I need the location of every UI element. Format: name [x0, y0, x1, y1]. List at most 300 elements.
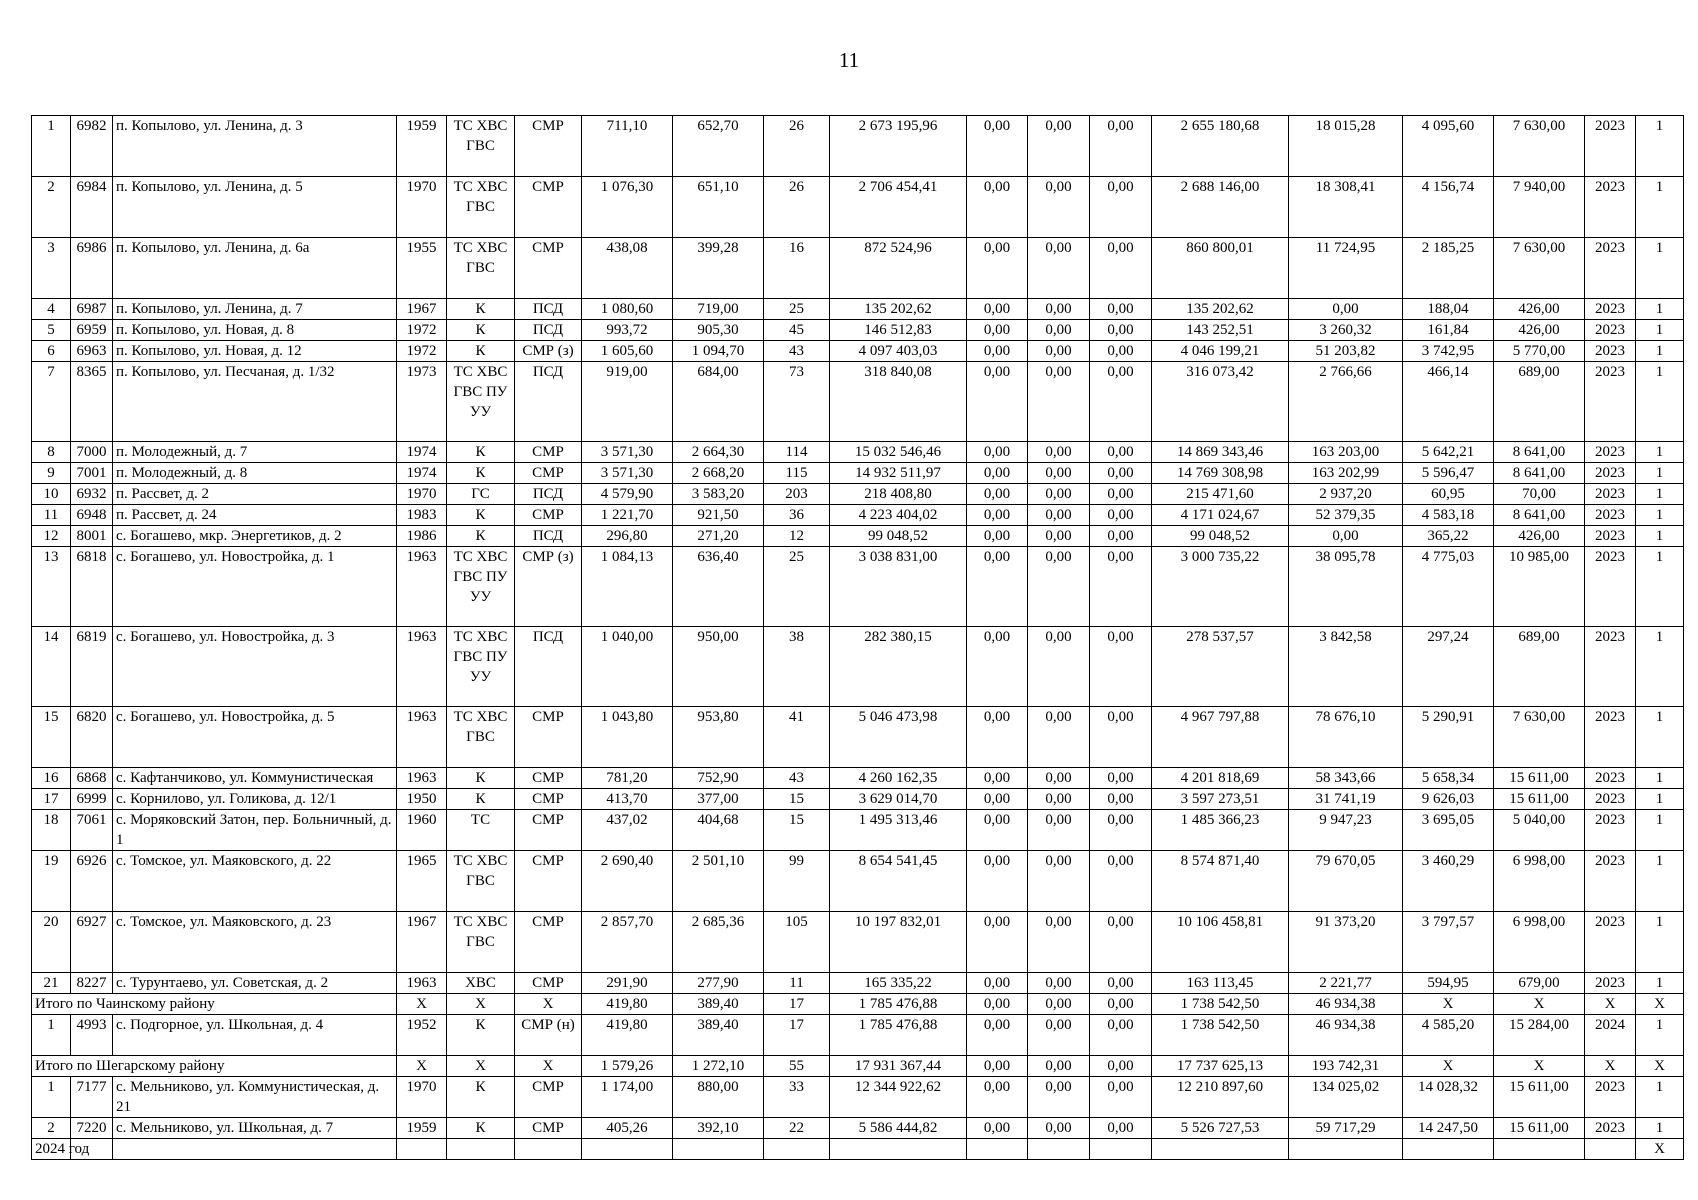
cell-method: 1 — [1636, 547, 1684, 627]
cell-method: 1 — [1636, 810, 1684, 851]
cell-year-built: 1959 — [397, 116, 447, 177]
cell-total-area: 296,80 — [582, 526, 673, 547]
cell-budget-regional: 0,00 — [1090, 810, 1152, 851]
cell-residents: 203 — [764, 484, 830, 505]
cell-work-types: ТС ХВС ГВС — [447, 238, 515, 299]
cell-owners-funds: 163 202,99 — [1289, 463, 1403, 484]
cell-budget-local: 2 655 180,68 — [1152, 116, 1289, 177]
cell-fund-cost: 0,00 — [967, 177, 1028, 238]
cell-living-area: 880,00 — [673, 1077, 764, 1118]
cell-max-unit-cost: 15 284,00 — [1494, 1015, 1585, 1056]
cell-unit-cost: 3 797,57 — [1403, 912, 1494, 973]
cell-total-cost: 14 932 511,97 — [830, 463, 967, 484]
cell-budget-federal: 0,00 — [1028, 547, 1090, 627]
cell-total-cost: 165 335,22 — [830, 973, 967, 994]
cell-living-area: 752,90 — [673, 768, 764, 789]
cell-house-id: 6984 — [71, 177, 113, 238]
cell-unit-cost: 5 596,47 — [1403, 463, 1494, 484]
cell-plan-year: 2023 — [1585, 320, 1636, 341]
cell-budget-regional: 0,00 — [1090, 362, 1152, 442]
cell-budget-regional: 0,00 — [1090, 484, 1152, 505]
cell-residents: 45 — [764, 320, 830, 341]
cell-budget-federal: 0,00 — [1028, 912, 1090, 973]
cell-total-area: 4 579,90 — [582, 484, 673, 505]
cell-budget-federal: 0,00 — [1028, 973, 1090, 994]
cell-plan-year: 2023 — [1585, 177, 1636, 238]
cell-plan-year: 2023 — [1585, 768, 1636, 789]
cell-budget-regional: 0,00 — [1090, 768, 1152, 789]
cell-plan-year: 2023 — [1585, 484, 1636, 505]
cell-house-id: 7220 — [71, 1118, 113, 1139]
cell-method: 1 — [1636, 484, 1684, 505]
cell-owners-funds: 0,00 — [1289, 526, 1403, 547]
cell-work-stage: СМР — [515, 810, 582, 851]
cell-unit-cost: 4 156,74 — [1403, 177, 1494, 238]
cell-method: 1 — [1636, 768, 1684, 789]
cell-method: X — [1636, 1139, 1684, 1160]
cell-work-types: К — [447, 299, 515, 320]
cell-method: 1 — [1636, 973, 1684, 994]
cell-work-types: К — [447, 341, 515, 362]
cell-living-area: 3 583,20 — [673, 484, 764, 505]
cell-max-unit-cost: 7 630,00 — [1494, 707, 1585, 768]
cell-owners-funds: 163 203,00 — [1289, 442, 1403, 463]
cell-method: 1 — [1636, 442, 1684, 463]
cell-row-number: 10 — [32, 484, 71, 505]
cell-total-area: 1 080,60 — [582, 299, 673, 320]
cell-budget-local: 278 537,57 — [1152, 627, 1289, 707]
cell-total-cost — [830, 1139, 967, 1160]
cell-total-area — [582, 1139, 673, 1160]
cell-house-id: 6999 — [71, 789, 113, 810]
cell-address: с. Томское, ул. Маяковского, д. 23 — [113, 912, 397, 973]
cell-house-id: 6820 — [71, 707, 113, 768]
cell-budget-local: 1 738 542,50 — [1152, 994, 1289, 1015]
cell-work-types: ТС ХВС ГВС ПУ УУ — [447, 627, 515, 707]
cell-budget-federal: 0,00 — [1028, 1077, 1090, 1118]
cell-max-unit-cost: 15 611,00 — [1494, 1077, 1585, 1118]
cell-budget-federal — [1028, 1139, 1090, 1160]
cell-budget-federal: 0,00 — [1028, 463, 1090, 484]
cell-living-area: 2 668,20 — [673, 463, 764, 484]
table-row — [32, 547, 1684, 627]
year-label: 2024 год — [32, 1139, 71, 1160]
table-row — [32, 768, 1684, 789]
table-row — [32, 707, 1684, 768]
cell-work-stage: СМР — [515, 1077, 582, 1118]
cell-budget-local: 2 688 146,00 — [1152, 177, 1289, 238]
cell-house-id: 6986 — [71, 238, 113, 299]
total-label: Итого по Чаинскому району — [32, 994, 397, 1015]
cell-fund-cost: 0,00 — [967, 1015, 1028, 1056]
cell-row-number: 9 — [32, 463, 71, 484]
cell-budget-federal: 0,00 — [1028, 526, 1090, 547]
cell-budget-local: 4 201 818,69 — [1152, 768, 1289, 789]
cell-house-id: 6959 — [71, 320, 113, 341]
cell-address: п. Копылово, ул. Ленина, д. 6а — [113, 238, 397, 299]
cell-budget-federal: 0,00 — [1028, 177, 1090, 238]
cell-budget-regional: 0,00 — [1090, 177, 1152, 238]
cell-work-stage: СМР — [515, 442, 582, 463]
cell-fund-cost: 0,00 — [967, 973, 1028, 994]
cell-budget-regional: 0,00 — [1090, 994, 1152, 1015]
cell-living-area: 652,70 — [673, 116, 764, 177]
cell-budget-local: 143 252,51 — [1152, 320, 1289, 341]
cell-owners-funds: 11 724,95 — [1289, 238, 1403, 299]
cell-budget-regional: 0,00 — [1090, 116, 1152, 177]
cell-plan-year: 2023 — [1585, 442, 1636, 463]
table-row — [32, 912, 1684, 973]
cell-total-cost: 135 202,62 — [830, 299, 967, 320]
cell-unit-cost: 466,14 — [1403, 362, 1494, 442]
cell-budget-regional — [1090, 1139, 1152, 1160]
cell-house-id: 6926 — [71, 851, 113, 912]
cell-owners-funds: 46 934,38 — [1289, 1015, 1403, 1056]
cell-house-id: 8001 — [71, 526, 113, 547]
cell-row-number: 8 — [32, 442, 71, 463]
cell-total-area: 2 690,40 — [582, 851, 673, 912]
cell-plan-year: 2023 — [1585, 1118, 1636, 1139]
cell-budget-local: 860 800,01 — [1152, 238, 1289, 299]
cell-residents: 114 — [764, 442, 830, 463]
cell-budget-regional: 0,00 — [1090, 505, 1152, 526]
cell-row-number: 5 — [32, 320, 71, 341]
cell-max-unit-cost: 679,00 — [1494, 973, 1585, 994]
cell-living-area: 950,00 — [673, 627, 764, 707]
cell-address: п. Рассвет, д. 2 — [113, 484, 397, 505]
cell-address: с. Богашево, ул. Новостройка, д. 5 — [113, 707, 397, 768]
cell-budget-federal: 0,00 — [1028, 299, 1090, 320]
cell-budget-local: 1 738 542,50 — [1152, 1015, 1289, 1056]
cell-fund-cost: 0,00 — [967, 547, 1028, 627]
cell-year-built: 1963 — [397, 973, 447, 994]
cell-owners-funds: 78 676,10 — [1289, 707, 1403, 768]
cell-unit-cost: 161,84 — [1403, 320, 1494, 341]
cell-unit-cost: X — [1403, 1056, 1494, 1077]
cell-budget-federal: 0,00 — [1028, 1118, 1090, 1139]
cell-method: X — [1636, 1056, 1684, 1077]
cell-plan-year: 2023 — [1585, 851, 1636, 912]
cell-plan-year: X — [1585, 1056, 1636, 1077]
cell-year-built: 1986 — [397, 526, 447, 547]
cell-plan-year: 2023 — [1585, 707, 1636, 768]
cell-row-number: 3 — [32, 238, 71, 299]
cell-unit-cost: 4 583,18 — [1403, 505, 1494, 526]
cell-max-unit-cost: 6 998,00 — [1494, 912, 1585, 973]
cell-owners-funds: 46 934,38 — [1289, 994, 1403, 1015]
cell-plan-year: 2023 — [1585, 627, 1636, 707]
cell-unit-cost: 188,04 — [1403, 299, 1494, 320]
cell-total-cost: 12 344 922,62 — [830, 1077, 967, 1118]
cell-fund-cost: 0,00 — [967, 627, 1028, 707]
cell-owners-funds: 31 741,19 — [1289, 789, 1403, 810]
cell-work-stage: ПСД — [515, 362, 582, 442]
cell-year-built: 1965 — [397, 851, 447, 912]
cell-total-area: 405,26 — [582, 1118, 673, 1139]
cell-budget-federal: 0,00 — [1028, 768, 1090, 789]
cell-work-types — [447, 1139, 515, 1160]
cell-budget-federal: 0,00 — [1028, 116, 1090, 177]
cell-budget-federal: 0,00 — [1028, 789, 1090, 810]
cell-budget-local: 4 046 199,21 — [1152, 341, 1289, 362]
cell-work-types: ХВС — [447, 973, 515, 994]
cell-year-built: X — [397, 994, 447, 1015]
cell-plan-year: 2023 — [1585, 238, 1636, 299]
cell-fund-cost: 0,00 — [967, 526, 1028, 547]
cell-budget-federal: 0,00 — [1028, 320, 1090, 341]
cell-budget-local: 1 485 366,23 — [1152, 810, 1289, 851]
cell-budget-federal: 0,00 — [1028, 810, 1090, 851]
cell-max-unit-cost: 15 611,00 — [1494, 789, 1585, 810]
cell-plan-year: 2023 — [1585, 362, 1636, 442]
cell-living-area: 684,00 — [673, 362, 764, 442]
cell-plan-year: 2023 — [1585, 912, 1636, 973]
cell-owners-funds: 134 025,02 — [1289, 1077, 1403, 1118]
cell-work-stage: СМР — [515, 973, 582, 994]
cell-row-number: 2 — [32, 1118, 71, 1139]
year-row — [32, 1139, 1684, 1160]
cell-year-built: 1970 — [397, 177, 447, 238]
cell-owners-funds: 91 373,20 — [1289, 912, 1403, 973]
page-number: 11 — [838, 48, 860, 72]
cell-address: п. Рассвет, д. 24 — [113, 505, 397, 526]
cell-owners-funds: 0,00 — [1289, 299, 1403, 320]
cell-work-stage: СМР — [515, 912, 582, 973]
cell-max-unit-cost: 426,00 — [1494, 526, 1585, 547]
cell-row-number: 15 — [32, 707, 71, 768]
cell-residents: 12 — [764, 526, 830, 547]
cell-year-built: 1970 — [397, 484, 447, 505]
cell-max-unit-cost: 15 611,00 — [1494, 768, 1585, 789]
cell-budget-regional: 0,00 — [1090, 1118, 1152, 1139]
cell-house-id: 6819 — [71, 627, 113, 707]
cell-method: 1 — [1636, 320, 1684, 341]
cell-budget-regional: 0,00 — [1090, 912, 1152, 973]
cell-total-cost: 1 495 313,46 — [830, 810, 967, 851]
cell-fund-cost: 0,00 — [967, 299, 1028, 320]
cell-address: п. Молодежный, д. 7 — [113, 442, 397, 463]
table-row — [32, 238, 1684, 299]
cell-residents: 43 — [764, 341, 830, 362]
cell-fund-cost: 0,00 — [967, 238, 1028, 299]
cell-year-built: 1967 — [397, 299, 447, 320]
cell-total-area: 1 221,70 — [582, 505, 673, 526]
cell-fund-cost: 0,00 — [967, 320, 1028, 341]
cell-unit-cost — [1403, 1139, 1494, 1160]
cell-max-unit-cost: 7 630,00 — [1494, 116, 1585, 177]
cell-fund-cost: 0,00 — [967, 707, 1028, 768]
cell-max-unit-cost: 5 040,00 — [1494, 810, 1585, 851]
cell-living-area: 2 501,10 — [673, 851, 764, 912]
cell-total-cost: 2 673 195,96 — [830, 116, 967, 177]
cell-method: 1 — [1636, 341, 1684, 362]
cell-address: с. Подгорное, ул. Школьная, д. 4 — [113, 1015, 397, 1056]
cell-row-number: 7 — [32, 362, 71, 442]
cell-total-cost: 4 223 404,02 — [830, 505, 967, 526]
cell-total-cost: 4 260 162,35 — [830, 768, 967, 789]
cell-work-stage: СМР (з) — [515, 341, 582, 362]
cell-work-stage: ПСД — [515, 299, 582, 320]
cell-work-types: ТС ХВС ГВС — [447, 707, 515, 768]
cell-owners-funds: 2 766,66 — [1289, 362, 1403, 442]
cell-total-cost: 10 197 832,01 — [830, 912, 967, 973]
cell-row-number: 6 — [32, 341, 71, 362]
cell-fund-cost: 0,00 — [967, 1056, 1028, 1077]
cell-unit-cost: 594,95 — [1403, 973, 1494, 994]
total-label: Итого по Шегарскому району — [32, 1056, 397, 1077]
cell-unit-cost: X — [1403, 994, 1494, 1015]
cell-max-unit-cost: 426,00 — [1494, 299, 1585, 320]
cell-method: 1 — [1636, 707, 1684, 768]
cell-budget-regional: 0,00 — [1090, 526, 1152, 547]
cell-year-built: 1967 — [397, 912, 447, 973]
cell-address: с. Мельниково, ул. Школьная, д. 7 — [113, 1118, 397, 1139]
cell-address: с. Томское, ул. Маяковского, д. 22 — [113, 851, 397, 912]
cell-plan-year: X — [1585, 994, 1636, 1015]
cell-budget-local: 3 597 273,51 — [1152, 789, 1289, 810]
cell-work-stage: СМР — [515, 707, 582, 768]
cell-plan-year: 2023 — [1585, 505, 1636, 526]
cell-owners-funds: 18 308,41 — [1289, 177, 1403, 238]
cell-residents: 15 — [764, 789, 830, 810]
cell-work-types: X — [447, 1056, 515, 1077]
cell-unit-cost: 3 460,29 — [1403, 851, 1494, 912]
cell-house-id: 6963 — [71, 341, 113, 362]
cell-budget-federal: 0,00 — [1028, 442, 1090, 463]
cell-work-stage: СМР — [515, 789, 582, 810]
cell-total-cost: 3 629 014,70 — [830, 789, 967, 810]
cell-work-stage: СМР — [515, 851, 582, 912]
cell-fund-cost: 0,00 — [967, 1118, 1028, 1139]
cell-max-unit-cost: 426,00 — [1494, 320, 1585, 341]
cell-owners-funds — [1289, 1139, 1403, 1160]
cell-residents: 36 — [764, 505, 830, 526]
cell-method: X — [1636, 994, 1684, 1015]
cell-budget-local: 4 967 797,88 — [1152, 707, 1289, 768]
cell-work-types: ГС — [447, 484, 515, 505]
cell-work-types: К — [447, 789, 515, 810]
cell-address: с. Моряковский Затон, пер. Больничный, д. 1 — [113, 810, 397, 851]
cell-total-area: 1 174,00 — [582, 1077, 673, 1118]
cell-unit-cost: 5 642,21 — [1403, 442, 1494, 463]
cell-budget-local: 316 073,42 — [1152, 362, 1289, 442]
cell-fund-cost: 0,00 — [967, 442, 1028, 463]
cell-year-built: 1963 — [397, 547, 447, 627]
cell-living-area: 2 664,30 — [673, 442, 764, 463]
cell-budget-local: 10 106 458,81 — [1152, 912, 1289, 973]
cell-budget-local: 3 000 735,22 — [1152, 547, 1289, 627]
cell-work-stage: ПСД — [515, 320, 582, 341]
cell-fund-cost: 0,00 — [967, 912, 1028, 973]
cell-work-stage: СМР — [515, 1118, 582, 1139]
cell-row-number: 2 — [32, 177, 71, 238]
cell-residents: 115 — [764, 463, 830, 484]
cell-work-stage: СМР — [515, 177, 582, 238]
cell-work-stage: СМР — [515, 768, 582, 789]
cell-total-cost: 146 512,83 — [830, 320, 967, 341]
cell-budget-local: 4 171 024,67 — [1152, 505, 1289, 526]
cell-work-stage — [515, 1139, 582, 1160]
cell-total-cost: 872 524,96 — [830, 238, 967, 299]
cell-year-built: 1963 — [397, 627, 447, 707]
cell-address: п. Копылово, ул. Новая, д. 8 — [113, 320, 397, 341]
cell-residents: 16 — [764, 238, 830, 299]
cell-budget-regional: 0,00 — [1090, 299, 1152, 320]
cell-house-id: 6982 — [71, 116, 113, 177]
cell-budget-federal: 0,00 — [1028, 1056, 1090, 1077]
table-row — [32, 299, 1684, 320]
total-row — [32, 994, 1684, 1015]
cell-work-types: ТС ХВС ГВС — [447, 912, 515, 973]
cell-owners-funds: 52 379,35 — [1289, 505, 1403, 526]
cell-unit-cost: 4 775,03 — [1403, 547, 1494, 627]
cell-year-built: 1974 — [397, 463, 447, 484]
cell-year-built: X — [397, 1056, 447, 1077]
cell-year-built: 1974 — [397, 442, 447, 463]
cell-fund-cost: 0,00 — [967, 341, 1028, 362]
cell-year-built: 1983 — [397, 505, 447, 526]
cell-fund-cost: 0,00 — [967, 768, 1028, 789]
cell-plan-year: 2023 — [1585, 299, 1636, 320]
cell-total-cost: 3 038 831,00 — [830, 547, 967, 627]
cell-row-number: 1 — [32, 1077, 71, 1118]
cell-total-area: 3 571,30 — [582, 463, 673, 484]
cell-living-area: 377,00 — [673, 789, 764, 810]
table-row — [32, 1118, 1684, 1139]
cell-budget-federal: 0,00 — [1028, 707, 1090, 768]
cell-total-area: 919,00 — [582, 362, 673, 442]
cell-max-unit-cost: 8 641,00 — [1494, 463, 1585, 484]
cell-total-cost: 17 931 367,44 — [830, 1056, 967, 1077]
table-row — [32, 1015, 1684, 1056]
cell-fund-cost: 0,00 — [967, 362, 1028, 442]
cell-total-cost: 2 706 454,41 — [830, 177, 967, 238]
cell-year-built: 1952 — [397, 1015, 447, 1056]
cell-unit-cost: 297,24 — [1403, 627, 1494, 707]
cell-method: 1 — [1636, 789, 1684, 810]
table-row — [32, 463, 1684, 484]
cell-house-id: 8365 — [71, 362, 113, 442]
cell-total-area: 1 043,80 — [582, 707, 673, 768]
cell-unit-cost: 5 658,34 — [1403, 768, 1494, 789]
cell-living-area: 719,00 — [673, 299, 764, 320]
cell-work-types: К — [447, 442, 515, 463]
cell-work-stage: СМР (н) — [515, 1015, 582, 1056]
cell-residents: 26 — [764, 116, 830, 177]
cell-budget-regional: 0,00 — [1090, 320, 1152, 341]
cell-house-id: 7000 — [71, 442, 113, 463]
cell-max-unit-cost: X — [1494, 1056, 1585, 1077]
table-row — [32, 789, 1684, 810]
cell-budget-local: 163 113,45 — [1152, 973, 1289, 994]
cell-year-built: 1963 — [397, 768, 447, 789]
cell-address: с. Турунтаево, ул. Советская, д. 2 — [113, 973, 397, 994]
cell-budget-local: 8 574 871,40 — [1152, 851, 1289, 912]
cell-work-types: ТС ХВС ГВС ПУ УУ — [447, 547, 515, 627]
table-row — [32, 362, 1684, 442]
table-row — [32, 526, 1684, 547]
cell-row-number: 13 — [32, 547, 71, 627]
cell-work-types: К — [447, 1015, 515, 1056]
table-row — [32, 973, 1684, 994]
cell-residents: 43 — [764, 768, 830, 789]
cell-address — [113, 1139, 397, 1160]
cell-total-cost: 5 046 473,98 — [830, 707, 967, 768]
cell-budget-local: 99 048,52 — [1152, 526, 1289, 547]
cell-total-area: 781,20 — [582, 768, 673, 789]
cell-total-cost: 15 032 546,46 — [830, 442, 967, 463]
cell-total-area: 1 605,60 — [582, 341, 673, 362]
